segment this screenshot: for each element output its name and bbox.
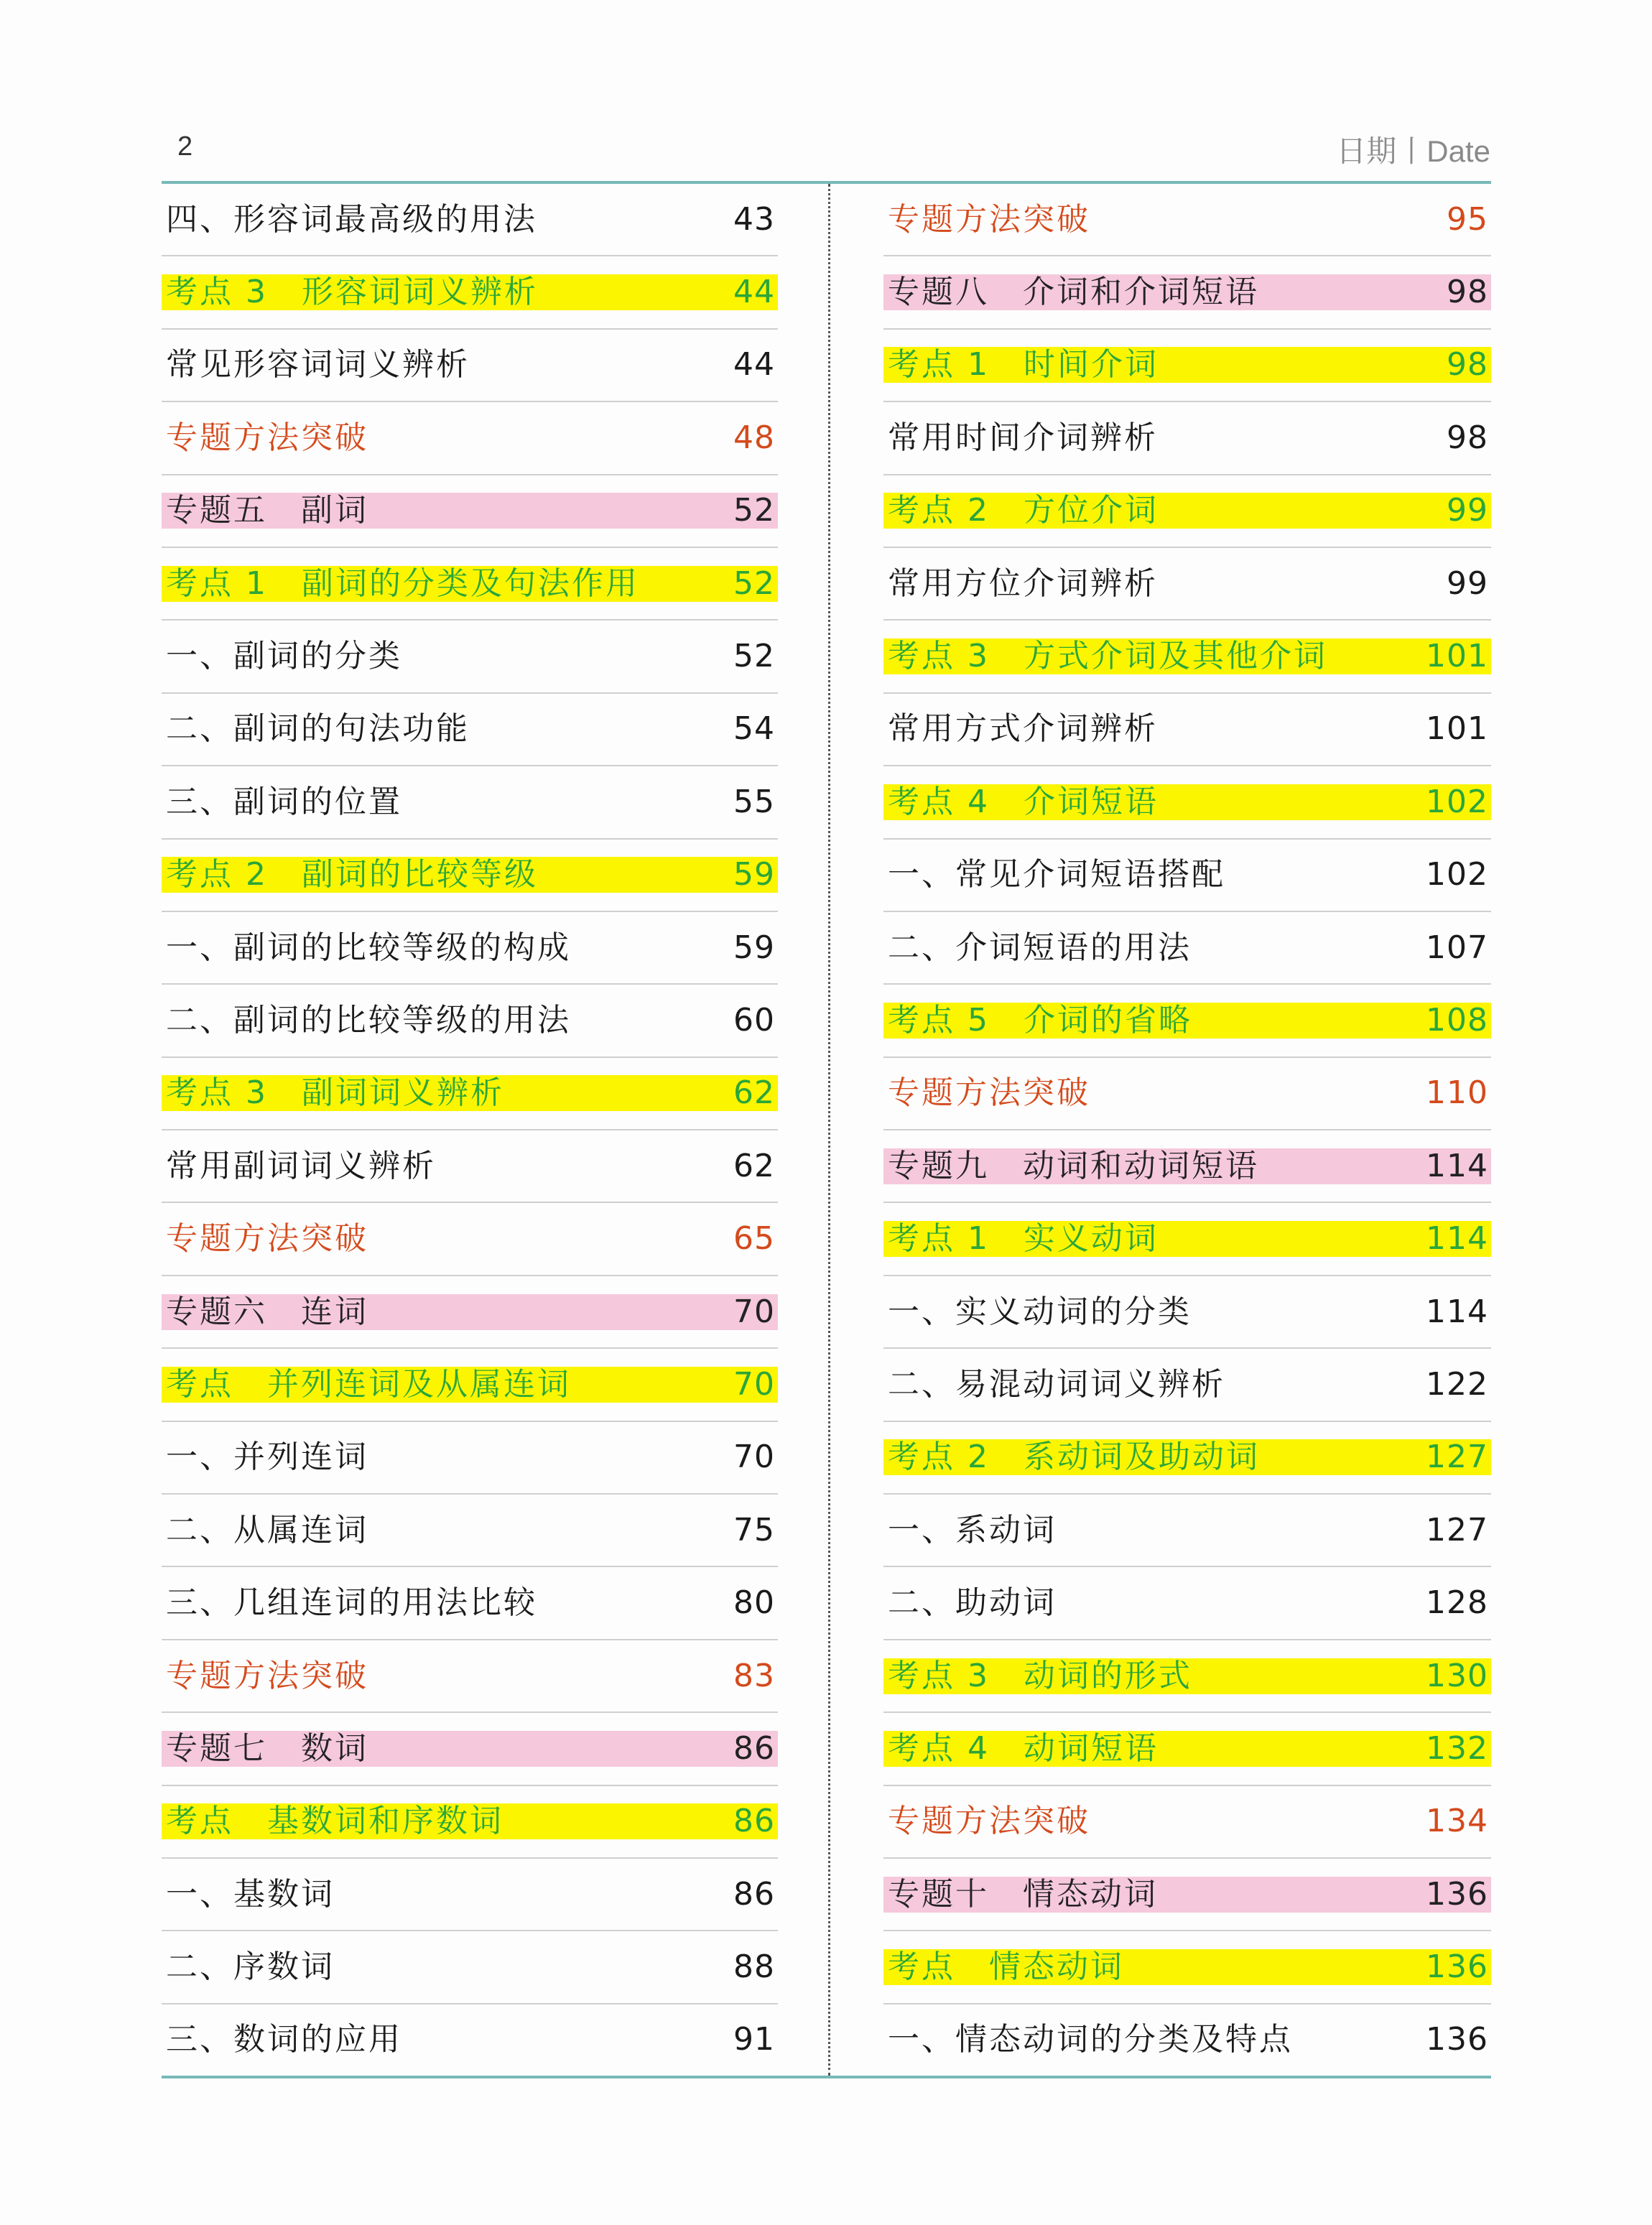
toc-entry-entry[interactable] [883, 1276, 1491, 1349]
toc-entry-bar [883, 1294, 1491, 1330]
toc-left-column [162, 184, 778, 2076]
toc-entry-bar [883, 1803, 1491, 1839]
toc-entry-method[interactable] [162, 1203, 778, 1276]
toc-entry-title: 一、副词的分类 [166, 638, 402, 675]
toc-entry-title: 考点 2 方位介词 [888, 492, 1159, 529]
toc-entry-topic[interactable] [162, 475, 778, 548]
toc-entry-title: 一、副词的比较等级的构成 [166, 929, 571, 966]
toc-entry-page: 88 [733, 1948, 775, 1986]
toc-entry-entry[interactable] [883, 1567, 1491, 1640]
toc-entry-bar [883, 1367, 1491, 1403]
toc-entry-bar [883, 1949, 1491, 1985]
toc-entry-title: 考点 3 形容词词义辨析 [166, 274, 538, 311]
toc-entry-page: 86 [733, 1803, 775, 1840]
toc-entry-bar [883, 274, 1491, 310]
toc-entry-topic[interactable] [162, 1276, 778, 1349]
toc-entry-title: 专题九 动词和动词短语 [888, 1147, 1259, 1184]
toc-entry-method[interactable] [162, 402, 778, 475]
toc-entry-page: 114 [1426, 1220, 1488, 1258]
toc-entry-title: 二、序数词 [166, 1948, 335, 1986]
toc-entry-kaodian[interactable] [162, 256, 778, 329]
toc-entry-title: 考点 1 实义动词 [888, 1220, 1159, 1258]
toc-entry-page: 65 [733, 1220, 775, 1258]
toc-entry-bar [162, 1075, 778, 1111]
toc-entry-page: 98 [1447, 274, 1488, 311]
toc-entry-title: 常见形容词词义辨析 [166, 346, 470, 384]
toc-entry-kaodian[interactable] [883, 766, 1491, 839]
toc-entry-topic[interactable] [162, 1713, 778, 1785]
toc-entry-page: 44 [733, 346, 775, 384]
toc-entry-bar [883, 784, 1491, 820]
toc-entry-page: 128 [1426, 1584, 1488, 1622]
toc-entry-topic[interactable] [883, 1130, 1491, 1203]
toc-entry-bar [162, 2022, 778, 2058]
toc-entry-method[interactable] [883, 1058, 1491, 1130]
toc-entry-entry[interactable] [883, 912, 1491, 985]
toc-entry-bar [162, 1294, 778, 1330]
toc-entry-page: 44 [733, 274, 775, 311]
toc-entry-bar [883, 2022, 1491, 2058]
toc-entry-bar [883, 1585, 1491, 1621]
toc-entry-page: 62 [733, 1074, 775, 1112]
toc-entry-title: 考点 3 动词的形式 [888, 1657, 1192, 1694]
toc-entry-bar [162, 711, 778, 747]
toc-entry-page: 101 [1426, 710, 1488, 748]
toc-entry-title: 一、并列连词 [166, 1439, 368, 1476]
toc-entry-bar [162, 1585, 778, 1621]
toc-entry-bar [162, 1658, 778, 1694]
toc-entry-bar [883, 930, 1491, 966]
toc-entry-bar [162, 566, 778, 602]
toc-entry-title: 专题方法突破 [888, 200, 1090, 238]
toc-entry-page: 122 [1426, 1365, 1488, 1403]
toc-entry-bar [162, 1803, 778, 1839]
toc-entry-title: 考点 5 介词的省略 [888, 1001, 1192, 1039]
toc-entry-bar [883, 711, 1491, 747]
toc-entry-title: 考点 1 副词的分类及句法作用 [166, 565, 639, 602]
toc-entry-bar [162, 274, 778, 310]
toc-entry-title: 一、常见介词短语搭配 [888, 856, 1225, 893]
toc-entry-method[interactable] [883, 184, 1491, 256]
toc-entry-page: 52 [733, 565, 775, 602]
toc-entry-method[interactable] [162, 1640, 778, 1713]
toc-entry-title: 专题六 连词 [166, 1293, 368, 1330]
toc-entry-kaodian[interactable] [162, 1786, 778, 1859]
toc-entry-page: 102 [1426, 856, 1488, 893]
toc-entry-title: 二、易混动词词义辨析 [888, 1365, 1225, 1403]
toc-entry-topic[interactable] [883, 1859, 1491, 1931]
toc-entry-entry[interactable] [162, 1495, 778, 1567]
toc-entry-title: 专题方法突破 [166, 419, 368, 456]
toc-entry-bar [162, 930, 778, 966]
toc-entry-entry[interactable] [162, 330, 778, 402]
toc-entry-page: 54 [733, 710, 775, 748]
toc-entry-title: 常用时间介词辨析 [888, 419, 1158, 456]
toc-entry-entry[interactable] [883, 548, 1491, 621]
toc-entry-entry[interactable] [162, 912, 778, 985]
toc-entry-title: 一、实义动词的分类 [888, 1293, 1192, 1330]
toc-entry-bar [162, 1513, 778, 1548]
toc-entry-title: 专题七 数词 [166, 1729, 368, 1767]
toc-entry-bar [883, 1221, 1491, 1257]
toc-entry-title: 常用方式介词辨析 [888, 710, 1158, 748]
toc-entry-entry[interactable] [883, 1349, 1491, 1421]
toc-entry-entry[interactable] [883, 840, 1491, 912]
toc-entry-page: 101 [1426, 638, 1488, 675]
toc-entry-page: 80 [733, 1584, 775, 1622]
toc-entry-bar [162, 1439, 778, 1475]
toc-entry-title: 三、数词的应用 [166, 2021, 402, 2058]
toc-entry-page: 75 [733, 1511, 775, 1548]
column-divider [828, 184, 830, 2076]
toc-entry-page: 99 [1447, 565, 1488, 602]
toc-entry-title: 一、情态动词的分类及特点 [888, 2021, 1293, 2058]
toc-entry-bar [162, 493, 778, 529]
toc-entry-title: 二、副词的句法功能 [166, 710, 470, 748]
toc-entry-page: 98 [1447, 419, 1488, 456]
toc-entry-bar [162, 347, 778, 383]
toc-entry-title: 二、介词短语的用法 [888, 929, 1192, 966]
toc-entry-title: 专题方法突破 [888, 1803, 1090, 1840]
toc-entry-kaodian[interactable] [883, 330, 1491, 402]
toc-entry-bar [162, 1003, 778, 1039]
toc-entry-entry[interactable] [162, 184, 778, 256]
toc-entry-bar [883, 420, 1491, 456]
toc-entry-page: 114 [1426, 1147, 1488, 1184]
toc-entry-page: 70 [733, 1293, 775, 1330]
toc-entry-kaodian[interactable] [883, 621, 1491, 693]
toc-entry-bar [883, 1731, 1491, 1767]
toc-entry-kaodian[interactable] [883, 475, 1491, 548]
toc-entry-bar [162, 1367, 778, 1403]
toc-entry-bar [162, 857, 778, 893]
toc-entry-entry[interactable] [162, 694, 778, 766]
toc-entry-entry[interactable] [883, 2005, 1491, 2076]
toc-entry-bar [162, 420, 778, 456]
toc-entry-kaodian[interactable] [162, 840, 778, 912]
toc-entry-bar [883, 1075, 1491, 1111]
toc-entry-page: 70 [733, 1365, 775, 1403]
toc-entry-kaodian[interactable] [162, 548, 778, 621]
toc-entry-bar [883, 1877, 1491, 1913]
toc-entry-bar [883, 202, 1491, 238]
toc-entry-title: 一、系动词 [888, 1511, 1057, 1548]
date-label: 日期丨Date [1336, 134, 1490, 168]
toc-entry-page: 60 [733, 1001, 775, 1039]
toc-entry-page: 91 [733, 2021, 775, 2058]
toc-entry-entry[interactable] [162, 1931, 778, 2004]
toc-entry-page: 99 [1447, 492, 1488, 529]
toc-entry-title: 专题方法突破 [166, 1220, 368, 1258]
toc-entry-bar [883, 1658, 1491, 1694]
toc-entry-title: 一、基数词 [166, 1875, 335, 1913]
toc-entry-title: 考点 3 方式介词及其他介词 [888, 638, 1327, 675]
toc-entry-kaodian[interactable] [883, 1422, 1491, 1495]
toc-entry-page: 52 [733, 638, 775, 675]
toc-entry-entry[interactable] [162, 621, 778, 693]
toc-entry-title: 考点 2 系动词及助动词 [888, 1439, 1260, 1476]
toc-entry-page: 86 [733, 1875, 775, 1913]
toc-entry-title: 专题十 情态动词 [888, 1875, 1158, 1913]
toc-entry-entry[interactable] [162, 1859, 778, 1931]
toc-entry-bar [162, 1221, 778, 1257]
toc-entry-page: 110 [1426, 1074, 1488, 1112]
toc-entry-page: 62 [733, 1147, 775, 1184]
toc-entry-entry[interactable] [162, 1130, 778, 1203]
toc-entry-page: 136 [1426, 1948, 1488, 1986]
page-number: 2 [177, 131, 193, 162]
toc-entry-page: 136 [1426, 2021, 1488, 2058]
toc-entry-bar [162, 1731, 778, 1767]
toc-entry-bar [883, 1148, 1491, 1184]
toc-entry-title: 二、副词的比较等级的用法 [166, 1001, 571, 1039]
toc-entry-bar [162, 638, 778, 674]
toc-entry-page: 70 [733, 1439, 775, 1476]
toc-entry-page: 127 [1426, 1439, 1488, 1476]
toc-entry-title: 专题方法突破 [888, 1074, 1090, 1112]
toc-entry-title: 考点 基数词和序数词 [166, 1803, 504, 1840]
toc-entry-bar [883, 1003, 1491, 1039]
toc-entry-page: 108 [1426, 1001, 1488, 1039]
toc-entry-entry[interactable] [162, 1567, 778, 1640]
toc-entry-page: 107 [1426, 929, 1488, 966]
toc-entry-bar [162, 1877, 778, 1913]
toc-entry-bar [162, 1148, 778, 1184]
toc-entry-title: 考点 4 介词短语 [888, 783, 1159, 820]
toc-entry-bar [162, 784, 778, 820]
toc-entry-title: 常用副词词义辨析 [166, 1147, 436, 1184]
toc-entry-title: 考点 1 时间介词 [888, 346, 1159, 384]
toc-right-column [883, 184, 1491, 2076]
toc-entry-kaodian[interactable] [883, 1203, 1491, 1276]
toc-entry-title: 二、从属连词 [166, 1511, 368, 1548]
toc-entry-title: 考点 情态动词 [888, 1948, 1124, 1986]
toc-entry-bar [883, 1513, 1491, 1548]
toc-entry-title: 三、副词的位置 [166, 783, 402, 820]
toc-entry-title: 常用方位介词辨析 [888, 565, 1158, 602]
toc-entry-entry[interactable] [883, 694, 1491, 766]
toc-entry-topic[interactable] [883, 256, 1491, 329]
toc-entry-title: 二、助动词 [888, 1584, 1057, 1622]
toc-entry-kaodian[interactable] [883, 1931, 1491, 2004]
toc-entry-page: 86 [733, 1729, 775, 1767]
toc-entry-title: 专题八 介词和介词短语 [888, 274, 1259, 311]
toc-entry-entry[interactable] [162, 1422, 778, 1495]
toc-entry-bar [883, 638, 1491, 674]
toc-entry-page: 136 [1426, 1875, 1488, 1913]
toc-entry-entry[interactable] [883, 402, 1491, 475]
toc-entry-bar [883, 857, 1491, 893]
toc-entry-title: 考点 4 动词短语 [888, 1729, 1159, 1767]
toc-entry-title: 四、形容词最高级的用法 [166, 200, 537, 238]
toc-entry-page: 83 [733, 1657, 775, 1694]
toc-entry-kaodian[interactable] [883, 1713, 1491, 1785]
toc-entry-page: 59 [733, 929, 775, 966]
toc-entry-bar [883, 1439, 1491, 1475]
toc-entry-title: 考点 2 副词的比较等级 [166, 856, 538, 893]
toc-entry-page: 114 [1426, 1293, 1488, 1330]
toc-entry-page: 55 [733, 783, 775, 820]
toc-entry-title: 专题方法突破 [166, 1657, 368, 1694]
toc-entry-kaodian[interactable] [162, 1349, 778, 1421]
toc-entry-entry[interactable] [162, 766, 778, 839]
toc-entry-page: 48 [733, 419, 775, 456]
toc-entry-method[interactable] [883, 1786, 1491, 1859]
toc-entry-page: 102 [1426, 783, 1488, 820]
toc-entry-title: 考点 并列连词及从属连词 [166, 1365, 571, 1403]
toc-entry-kaodian[interactable] [883, 985, 1491, 1057]
toc-entry-page: 132 [1426, 1729, 1488, 1767]
toc-entry-bar [162, 202, 778, 238]
toc-entry-bar [883, 566, 1491, 602]
toc-entry-kaodian[interactable] [883, 1640, 1491, 1713]
toc-entry-title: 考点 3 副词词义辨析 [166, 1074, 504, 1112]
toc-entry-page: 134 [1426, 1803, 1488, 1840]
toc-entry-page: 43 [733, 200, 775, 238]
toc-entry-bar [162, 1949, 778, 1985]
bottom-rule [162, 2076, 1491, 2078]
toc-entry-page: 59 [733, 856, 775, 893]
toc-entry-title: 三、几组连词的用法比较 [166, 1584, 537, 1622]
toc-entry-kaodian[interactable] [162, 1058, 778, 1130]
toc-entry-entry[interactable] [883, 1495, 1491, 1567]
toc-entry-bar [883, 347, 1491, 383]
toc-entry-entry[interactable] [162, 985, 778, 1057]
toc-entry-page: 95 [1447, 200, 1488, 238]
toc-entry-page: 52 [733, 492, 775, 529]
toc-entry-title: 专题五 副词 [166, 492, 368, 529]
toc-entry-page: 127 [1426, 1511, 1488, 1548]
toc-entry-page: 130 [1426, 1657, 1488, 1694]
toc-entry-bar [883, 493, 1491, 529]
toc-entry-entry[interactable] [162, 2005, 778, 2076]
toc-entry-page: 98 [1447, 346, 1488, 384]
